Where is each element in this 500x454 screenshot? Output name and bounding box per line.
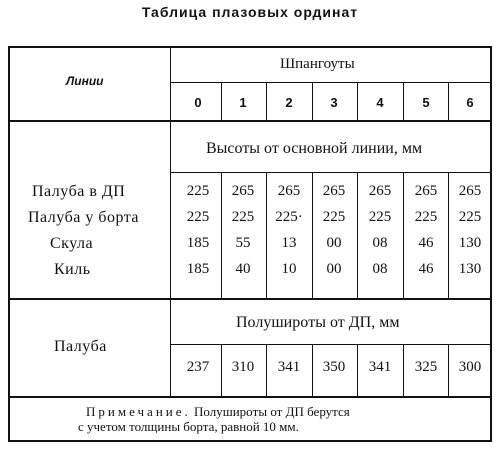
halfwidth-column-divider [221,344,222,396]
note-prefix: Примечание. [86,404,191,419]
note-text-1: Полуширoты от ДП берутся [194,404,350,419]
height-value-cell: 265 [231,183,255,199]
height-value-cell: 225· [275,209,303,225]
height-value-cell: 265 [277,183,301,199]
heights-column-divider [357,172,358,298]
height-value-cell: 225 [322,209,346,225]
height-value-cell: 46 [418,235,434,251]
height-value-cell: 13 [281,235,297,251]
height-value-cell: 265 [322,183,346,199]
frame-column-divider [266,82,267,120]
frames-header: Шпангоуты [280,56,355,72]
height-row-label: Скула [50,235,94,252]
heights-caption-rule [170,172,492,173]
height-value-cell: 00 [326,261,342,277]
halfwidth-column-divider [357,344,358,396]
height-value-cell: 225 [186,183,210,199]
section-divider-rule [8,298,492,300]
halfwidth-column-divider [403,344,404,396]
halfwidth-value-cell: 341 [368,359,392,375]
frame-column-divider [403,82,404,120]
height-value-cell: 130 [458,261,482,277]
height-row-label: Киль [54,261,91,278]
header-bottom-rule [8,120,492,122]
lines-column-header: Линии [66,74,104,88]
height-value-cell: 00 [326,235,342,251]
heights-column-divider [221,172,222,298]
frame-column-divider [312,82,313,120]
height-row-label: Палуба у борта [28,209,140,226]
heights-column-divider [403,172,404,298]
height-value-cell: 130 [458,235,482,251]
frame-number: 3 [330,95,338,110]
height-value-cell: 265 [368,183,392,199]
halfwidth-value-cell: 341 [277,359,301,375]
note-line2: с учетом толщины борта, равной 10 мм. [78,419,299,434]
height-value-cell: 265 [414,183,438,199]
height-value-cell: 185 [186,261,210,277]
height-value-cell: 46 [418,261,434,277]
height-value-cell: 10 [281,261,297,277]
halfwidth-value-cell: 300 [458,359,482,375]
height-value-cell: 185 [186,235,210,251]
frame-column-divider [221,82,222,120]
heights-caption: Высоты от основной линии, мм [206,140,423,157]
height-value-cell: 265 [458,183,482,199]
frame-number: 5 [422,95,430,110]
halfwidth-caption-rule [170,344,492,345]
height-value-cell: 08 [372,261,388,277]
frame-column-divider [448,82,449,120]
frame-number: 6 [466,95,474,110]
height-value-cell: 225 [368,209,392,225]
halfwidth-column-divider [312,344,313,396]
height-value-cell: 225 [414,209,438,225]
height-value-cell: 08 [372,235,388,251]
page-title: Таблица плазовых ординат [141,4,359,20]
frames-header-rule [170,82,492,83]
halfwidth-value-cell: 310 [231,359,255,375]
height-value-cell: 225 [458,209,482,225]
heights-column-divider [448,172,449,298]
frame-column-divider [357,82,358,120]
frame-number: 4 [376,95,384,110]
note-line1 [86,405,350,419]
halfwidth-value-cell: 350 [322,359,346,375]
height-value-cell: 55 [235,235,251,251]
halfwidth-column-divider [266,344,267,396]
height-value-cell: 225 [231,209,255,225]
halfwidth-column-divider [448,344,449,396]
frame-number: 1 [239,95,247,110]
halfwidth-value-cell: 237 [186,359,210,375]
note-divider-rule [8,396,492,398]
frame-number: 0 [194,95,202,110]
height-row-label: Палуба в ДП [32,183,126,200]
halfwidth-row-label: Палуба [54,338,107,355]
height-value-cell: 40 [235,261,251,277]
heights-column-divider [312,172,313,298]
halfwidth-value-cell: 325 [414,359,438,375]
heights-column-divider [266,172,267,298]
height-value-cell: 225 [186,209,210,225]
halfwidth-caption: Полуширoты от ДП, мм [236,314,400,331]
frame-number: 2 [285,95,293,110]
